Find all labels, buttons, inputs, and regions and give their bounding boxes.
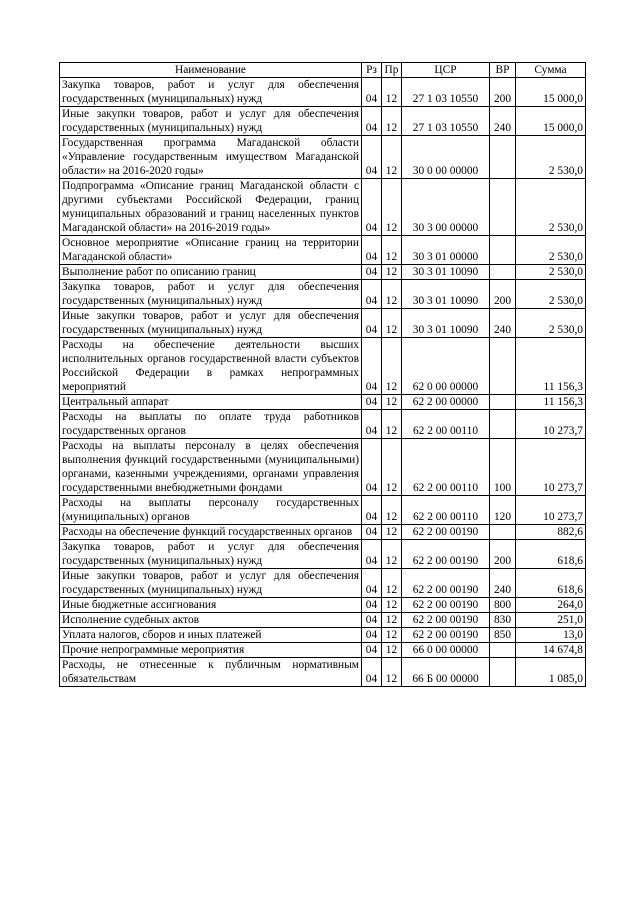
row-csr-cell: 27 1 03 10550 bbox=[402, 78, 490, 107]
row-vr-cell: 200 bbox=[490, 280, 516, 309]
table-row bbox=[60, 643, 586, 658]
row-name-cell: Закупка товаров, работ и услуг для обеспечения государственных (муниципальных) нужд bbox=[60, 280, 362, 309]
row-name-cell: Центральный аппарат bbox=[60, 395, 362, 410]
row-pr-cell: 12 bbox=[382, 439, 402, 496]
row-pr-cell: 12 bbox=[382, 280, 402, 309]
row-vr-cell bbox=[490, 525, 516, 540]
row-vr-cell bbox=[490, 338, 516, 395]
row-pr-cell: 12 bbox=[382, 107, 402, 136]
table-row bbox=[60, 658, 586, 687]
row-vr-cell: 240 bbox=[490, 309, 516, 338]
row-sum-cell: 2 530,0 bbox=[516, 265, 586, 280]
row-name-cell: Расходы на выплаты по оплате труда работников государственных органов bbox=[60, 410, 362, 439]
row-sum-cell: 11 156,3 bbox=[516, 338, 586, 395]
table-row bbox=[60, 628, 586, 643]
row-csr-cell: 62 2 00 00190 bbox=[402, 569, 490, 598]
row-pr-cell: 12 bbox=[382, 410, 402, 439]
row-pr-cell: 12 bbox=[382, 236, 402, 265]
row-csr-cell: 27 1 03 10550 bbox=[402, 107, 490, 136]
table-row bbox=[60, 395, 586, 410]
header-rz: Рз bbox=[362, 63, 382, 78]
row-pr-cell: 12 bbox=[382, 540, 402, 569]
row-rz-cell: 04 bbox=[362, 107, 382, 136]
row-rz-cell: 04 bbox=[362, 265, 382, 280]
row-name-cell: Государственная программа Магаданской области «Управление государственным имуществом Магаданской области» на 2016-2020 годы» bbox=[60, 136, 362, 179]
header-row bbox=[60, 63, 586, 78]
row-name-cell: Иные закупки товаров, работ и услуг для обеспечения государственных (муниципальных) нужд bbox=[60, 309, 362, 338]
row-name-cell: Расходы на выплаты персоналу государственных (муниципальных) органов bbox=[60, 496, 362, 525]
table-row bbox=[60, 136, 586, 179]
table-row bbox=[60, 338, 586, 395]
row-csr-cell: 30 3 01 10090 bbox=[402, 309, 490, 338]
row-csr-cell: 62 0 00 00000 bbox=[402, 338, 490, 395]
row-rz-cell: 04 bbox=[362, 410, 382, 439]
row-rz-cell: 04 bbox=[362, 395, 382, 410]
row-rz-cell: 04 bbox=[362, 496, 382, 525]
row-csr-cell: 30 0 00 00000 bbox=[402, 136, 490, 179]
row-sum-cell: 15 000,0 bbox=[516, 107, 586, 136]
row-pr-cell: 12 bbox=[382, 598, 402, 613]
header-csr: ЦСР bbox=[402, 63, 490, 78]
row-vr-cell bbox=[490, 136, 516, 179]
row-rz-cell: 04 bbox=[362, 569, 382, 598]
row-name-cell: Закупка товаров, работ и услуг для обеспечения государственных (муниципальных) нужд bbox=[60, 540, 362, 569]
row-rz-cell: 04 bbox=[362, 540, 382, 569]
table-row bbox=[60, 439, 586, 496]
row-name-cell: Уплата налогов, сборов и иных платежей bbox=[60, 628, 362, 643]
header-name: Наименование bbox=[60, 63, 362, 78]
row-rz-cell: 04 bbox=[362, 136, 382, 179]
table-row bbox=[60, 569, 586, 598]
row-name-cell: Расходы на обеспечение деятельности высших исполнительных органов государственной власти субъектов Российской Федерации в рамках непрограммных мероприятий bbox=[60, 338, 362, 395]
budget-table bbox=[59, 62, 586, 687]
row-pr-cell: 12 bbox=[382, 658, 402, 687]
table-row bbox=[60, 265, 586, 280]
row-pr-cell: 12 bbox=[382, 496, 402, 525]
table-row bbox=[60, 236, 586, 265]
row-name-cell: Иные закупки товаров, работ и услуг для обеспечения государственных (муниципальных) нужд bbox=[60, 569, 362, 598]
table-row bbox=[60, 179, 586, 236]
row-vr-cell bbox=[490, 658, 516, 687]
row-rz-cell: 04 bbox=[362, 628, 382, 643]
row-vr-cell bbox=[490, 265, 516, 280]
header-vr: ВР bbox=[490, 63, 516, 78]
row-name-cell: Иные бюджетные ассигнования bbox=[60, 598, 362, 613]
table-row bbox=[60, 309, 586, 338]
row-csr-cell: 62 2 00 00000 bbox=[402, 395, 490, 410]
row-name-cell: Выполнение работ по описанию границ bbox=[60, 265, 362, 280]
row-pr-cell: 12 bbox=[382, 395, 402, 410]
table-row bbox=[60, 540, 586, 569]
row-rz-cell: 04 bbox=[362, 439, 382, 496]
table-row bbox=[60, 598, 586, 613]
row-vr-cell bbox=[490, 179, 516, 236]
table-row bbox=[60, 107, 586, 136]
row-name-cell: Расходы, не отнесенные к публичным нормативным обязательствам bbox=[60, 658, 362, 687]
row-sum-cell: 264,0 bbox=[516, 598, 586, 613]
row-name-cell: Прочие непрограммные мероприятия bbox=[60, 643, 362, 658]
row-csr-cell: 66 0 00 00000 bbox=[402, 643, 490, 658]
row-vr-cell bbox=[490, 643, 516, 658]
row-sum-cell: 11 156,3 bbox=[516, 395, 586, 410]
row-sum-cell: 15 000,0 bbox=[516, 78, 586, 107]
row-name-cell: Расходы на выплаты персоналу в целях обеспечения выполнения функций государственными (муниципальными) органами, казенными учреждениями, органами управления государственными внебюджетными фондами bbox=[60, 439, 362, 496]
row-pr-cell: 12 bbox=[382, 628, 402, 643]
table-row bbox=[60, 613, 586, 628]
row-pr-cell: 12 bbox=[382, 338, 402, 395]
row-vr-cell: 830 bbox=[490, 613, 516, 628]
row-rz-cell: 04 bbox=[362, 643, 382, 658]
row-sum-cell: 14 674,8 bbox=[516, 643, 586, 658]
row-csr-cell: 62 2 00 00110 bbox=[402, 410, 490, 439]
table-row bbox=[60, 280, 586, 309]
row-sum-cell: 882,6 bbox=[516, 525, 586, 540]
row-csr-cell: 62 2 00 00110 bbox=[402, 496, 490, 525]
row-csr-cell: 66 Б 00 00000 bbox=[402, 658, 490, 687]
row-vr-cell: 200 bbox=[490, 78, 516, 107]
row-pr-cell: 12 bbox=[382, 613, 402, 628]
row-name-cell: Закупка товаров, работ и услуг для обеспечения государственных (муниципальных) нужд bbox=[60, 78, 362, 107]
row-rz-cell: 04 bbox=[362, 78, 382, 107]
row-vr-cell: 100 bbox=[490, 439, 516, 496]
row-csr-cell: 62 2 00 00190 bbox=[402, 598, 490, 613]
row-csr-cell: 62 2 00 00110 bbox=[402, 439, 490, 496]
row-pr-cell: 12 bbox=[382, 643, 402, 658]
row-rz-cell: 04 bbox=[362, 236, 382, 265]
row-vr-cell bbox=[490, 236, 516, 265]
row-vr-cell: 240 bbox=[490, 107, 516, 136]
row-sum-cell: 618,6 bbox=[516, 569, 586, 598]
row-pr-cell: 12 bbox=[382, 136, 402, 179]
row-vr-cell: 800 bbox=[490, 598, 516, 613]
row-vr-cell bbox=[490, 395, 516, 410]
row-csr-cell: 62 2 00 00190 bbox=[402, 540, 490, 569]
row-rz-cell: 04 bbox=[362, 658, 382, 687]
row-sum-cell: 2 530,0 bbox=[516, 136, 586, 179]
row-rz-cell: 04 bbox=[362, 598, 382, 613]
row-name-cell: Исполнение судебных актов bbox=[60, 613, 362, 628]
row-vr-cell: 850 bbox=[490, 628, 516, 643]
row-sum-cell: 13,0 bbox=[516, 628, 586, 643]
row-csr-cell: 62 2 00 00190 bbox=[402, 525, 490, 540]
row-csr-cell: 30 3 01 10090 bbox=[402, 265, 490, 280]
row-sum-cell: 2 530,0 bbox=[516, 179, 586, 236]
row-name-cell: Иные закупки товаров, работ и услуг для обеспечения государственных (муниципальных) нужд bbox=[60, 107, 362, 136]
row-sum-cell: 10 273,7 bbox=[516, 410, 586, 439]
row-pr-cell: 12 bbox=[382, 569, 402, 598]
row-pr-cell: 12 bbox=[382, 265, 402, 280]
row-pr-cell: 12 bbox=[382, 179, 402, 236]
row-csr-cell: 62 2 00 00190 bbox=[402, 628, 490, 643]
row-rz-cell: 04 bbox=[362, 309, 382, 338]
row-sum-cell: 10 273,7 bbox=[516, 496, 586, 525]
row-sum-cell: 1 085,0 bbox=[516, 658, 586, 687]
table-row bbox=[60, 410, 586, 439]
row-vr-cell: 240 bbox=[490, 569, 516, 598]
header-pr: Пр bbox=[382, 63, 402, 78]
row-csr-cell: 30 3 00 00000 bbox=[402, 179, 490, 236]
row-rz-cell: 04 bbox=[362, 613, 382, 628]
table-row bbox=[60, 525, 586, 540]
row-vr-cell: 120 bbox=[490, 496, 516, 525]
row-rz-cell: 04 bbox=[362, 525, 382, 540]
row-pr-cell: 12 bbox=[382, 78, 402, 107]
row-sum-cell: 10 273,7 bbox=[516, 439, 586, 496]
row-csr-cell: 30 3 01 10090 bbox=[402, 280, 490, 309]
row-sum-cell: 251,0 bbox=[516, 613, 586, 628]
row-vr-cell bbox=[490, 410, 516, 439]
row-vr-cell: 200 bbox=[490, 540, 516, 569]
row-rz-cell: 04 bbox=[362, 338, 382, 395]
row-pr-cell: 12 bbox=[382, 525, 402, 540]
row-name-cell: Основное мероприятие «Описание границ на территории Магаданской области» bbox=[60, 236, 362, 265]
header-sum: Сумма bbox=[516, 63, 586, 78]
row-sum-cell: 2 530,0 bbox=[516, 280, 586, 309]
row-sum-cell: 2 530,0 bbox=[516, 236, 586, 265]
row-name-cell: Расходы на обеспечение функций государственных органов bbox=[60, 525, 362, 540]
row-sum-cell: 618,6 bbox=[516, 540, 586, 569]
table-row bbox=[60, 496, 586, 525]
row-name-cell: Подпрограмма «Описание границ Магаданской области с другими субъектами Российской Федерации, границ муниципальных образований и границ населенных пунктов Магаданской области» на 2016-2019 годы» bbox=[60, 179, 362, 236]
row-csr-cell: 30 3 01 00000 bbox=[402, 236, 490, 265]
row-pr-cell: 12 bbox=[382, 309, 402, 338]
row-sum-cell: 2 530,0 bbox=[516, 309, 586, 338]
row-rz-cell: 04 bbox=[362, 179, 382, 236]
row-csr-cell: 62 2 00 00190 bbox=[402, 613, 490, 628]
row-rz-cell: 04 bbox=[362, 280, 382, 309]
table-row bbox=[60, 78, 586, 107]
